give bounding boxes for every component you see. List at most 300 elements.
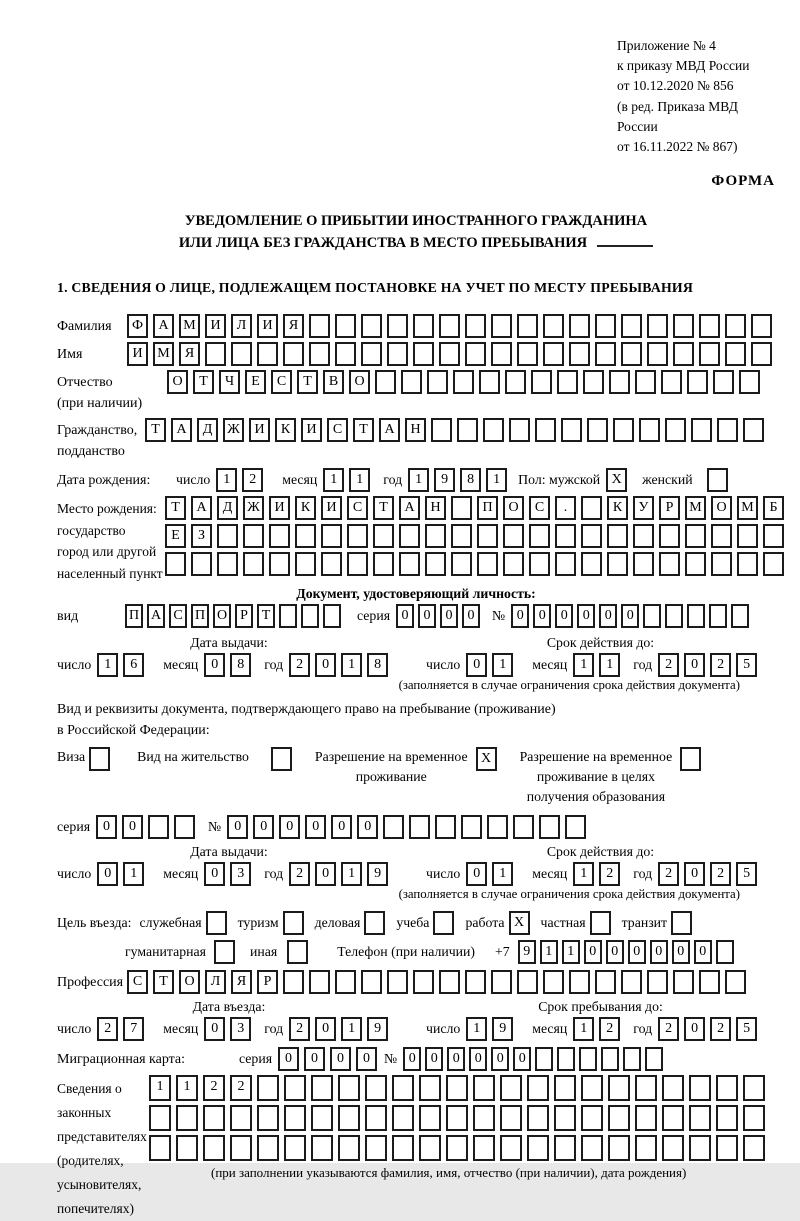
private-checkbox[interactable] <box>590 911 611 935</box>
migration-series-cell[interactable]: 0 <box>356 1047 377 1071</box>
stay-month-cell[interactable]: 2 <box>599 1017 620 1041</box>
birthplace-cell[interactable]: С <box>529 496 550 520</box>
patronymic-cell[interactable]: Ч <box>219 370 240 394</box>
temp-residence-edu-checkbox[interactable] <box>680 747 706 771</box>
residence-expiry-year-cell[interactable]: 2 <box>710 862 731 886</box>
representatives-cells-row1[interactable] <box>149 1075 770 1101</box>
entry-year-cell[interactable]: 9 <box>367 1017 388 1041</box>
representative-cell[interactable] <box>554 1105 576 1131</box>
representative-cell[interactable] <box>257 1105 279 1131</box>
given-name-cell[interactable] <box>231 342 252 366</box>
residence-number-cell[interactable] <box>461 815 482 839</box>
birthplace-cell[interactable] <box>399 552 420 576</box>
representative-cell[interactable] <box>716 1135 738 1161</box>
birthplace-cell[interactable] <box>607 552 628 576</box>
surname-cell[interactable] <box>751 314 772 338</box>
given-name-cell[interactable] <box>699 342 720 366</box>
representative-cell[interactable] <box>473 1105 495 1131</box>
representatives-cells-row2[interactable] <box>149 1105 770 1131</box>
entry-day-cell[interactable]: 7 <box>123 1017 144 1041</box>
residence-expiry-day[interactable] <box>466 862 518 886</box>
entry-month-cell[interactable]: 3 <box>230 1017 251 1041</box>
identity-kind-cell[interactable] <box>279 604 297 628</box>
identity-number-cell[interactable] <box>665 604 683 628</box>
identity-kind-cell[interactable]: Р <box>235 604 253 628</box>
representative-cell[interactable] <box>311 1135 333 1161</box>
visa-checkbox[interactable] <box>89 747 110 771</box>
surname-cells[interactable] <box>127 314 777 338</box>
residence-series-cell[interactable]: 0 <box>96 815 117 839</box>
representative-cell[interactable] <box>446 1105 468 1131</box>
surname-cell[interactable] <box>413 314 434 338</box>
phone-cell[interactable]: 0 <box>694 940 712 964</box>
residence-expiry-year[interactable] <box>658 862 762 886</box>
given-name-cell[interactable] <box>361 342 382 366</box>
given-name-cell[interactable] <box>751 342 772 366</box>
profession-cell[interactable] <box>361 970 382 994</box>
birth-month-cell[interactable]: 1 <box>323 468 344 492</box>
residence-expiry-month-cell[interactable]: 2 <box>599 862 620 886</box>
patronymic-cell[interactable] <box>401 370 422 394</box>
residence-issue-month-cell[interactable]: 0 <box>204 862 225 886</box>
representative-cell[interactable] <box>419 1135 441 1161</box>
citizenship-cell[interactable]: И <box>249 418 270 442</box>
residence-issue-month-cell[interactable]: 3 <box>230 862 251 886</box>
residence-issue-year-cell[interactable]: 2 <box>289 862 310 886</box>
birthplace-cell[interactable] <box>685 524 706 548</box>
birthplace-cell[interactable]: П <box>477 496 498 520</box>
citizenship-cell[interactable]: А <box>379 418 400 442</box>
citizenship-cell[interactable] <box>639 418 660 442</box>
migration-number-cell[interactable] <box>601 1047 619 1071</box>
migration-number-cell[interactable] <box>645 1047 663 1071</box>
identity-issue-year-cell[interactable]: 2 <box>289 653 310 677</box>
birth-year-cell[interactable]: 1 <box>408 468 429 492</box>
representative-cell[interactable] <box>392 1135 414 1161</box>
residence-issue-month[interactable] <box>204 862 256 886</box>
migration-number-cell[interactable] <box>623 1047 641 1071</box>
birth-year-cell[interactable]: 8 <box>460 468 481 492</box>
identity-series-cells[interactable] <box>396 604 484 628</box>
patronymic-cell[interactable] <box>531 370 552 394</box>
identity-issue-month-cell[interactable]: 0 <box>204 653 225 677</box>
citizenship-cell[interactable] <box>431 418 452 442</box>
residence-series-cell[interactable]: 0 <box>122 815 143 839</box>
birthplace-cell[interactable]: Е <box>165 524 186 548</box>
patronymic-cell[interactable]: В <box>323 370 344 394</box>
profession-cell[interactable] <box>543 970 564 994</box>
representative-cell[interactable] <box>203 1135 225 1161</box>
business-checkbox[interactable] <box>364 911 385 935</box>
profession-cell[interactable] <box>283 970 304 994</box>
identity-number-cell[interactable]: 0 <box>621 604 639 628</box>
residence-number-cell[interactable]: 0 <box>279 815 300 839</box>
representative-cell[interactable] <box>689 1075 711 1101</box>
citizenship-cell[interactable]: С <box>327 418 348 442</box>
surname-cell[interactable]: Ф <box>127 314 148 338</box>
representative-cell[interactable] <box>500 1075 522 1101</box>
identity-number-cell[interactable] <box>731 604 749 628</box>
other-purpose-checkbox[interactable] <box>287 940 308 964</box>
residence-number-cell[interactable] <box>565 815 586 839</box>
identity-number-cell[interactable] <box>709 604 727 628</box>
patronymic-cell[interactable]: Е <box>245 370 266 394</box>
patronymic-cell[interactable] <box>505 370 526 394</box>
residence-issue-day[interactable] <box>97 862 149 886</box>
birth-month-cells[interactable] <box>323 468 375 492</box>
citizenship-cell[interactable] <box>691 418 712 442</box>
identity-issue-year-cell[interactable]: 8 <box>367 653 388 677</box>
representative-cell[interactable] <box>257 1075 279 1101</box>
migration-number-cell[interactable]: 0 <box>447 1047 465 1071</box>
residence-series-cell[interactable] <box>148 815 169 839</box>
profession-cell[interactable] <box>413 970 434 994</box>
representative-cell[interactable] <box>527 1075 549 1101</box>
birthplace-cell[interactable] <box>503 524 524 548</box>
birth-year-cell[interactable]: 1 <box>486 468 507 492</box>
surname-cell[interactable]: М <box>179 314 200 338</box>
identity-expiry-month[interactable] <box>573 653 625 677</box>
migration-number-cell[interactable]: 0 <box>425 1047 443 1071</box>
surname-cell[interactable] <box>543 314 564 338</box>
identity-number-cell[interactable]: 0 <box>533 604 551 628</box>
stay-year-cell[interactable]: 2 <box>658 1017 679 1041</box>
identity-expiry-day[interactable] <box>466 653 518 677</box>
birthplace-cell[interactable] <box>399 524 420 548</box>
identity-number-cell[interactable]: 0 <box>511 604 529 628</box>
entry-year[interactable] <box>289 1017 393 1041</box>
citizenship-cell[interactable] <box>457 418 478 442</box>
birthplace-cell[interactable] <box>269 552 290 576</box>
birthplace-cell[interactable]: . <box>555 496 576 520</box>
study-checkbox[interactable] <box>433 911 454 935</box>
identity-issue-day-cell[interactable]: 1 <box>97 653 118 677</box>
migration-series-cell[interactable]: 0 <box>278 1047 299 1071</box>
birthplace-cell[interactable] <box>633 524 654 548</box>
citizenship-cell[interactable]: К <box>275 418 296 442</box>
birthplace-cell[interactable]: У <box>633 496 654 520</box>
surname-cell[interactable] <box>569 314 590 338</box>
birthplace-cell[interactable] <box>217 552 238 576</box>
representative-cell[interactable] <box>446 1135 468 1161</box>
birth-year-cell[interactable]: 9 <box>434 468 455 492</box>
migration-number-cells[interactable] <box>403 1047 667 1071</box>
given-name-cell[interactable] <box>439 342 460 366</box>
identity-issue-year-cell[interactable]: 0 <box>315 653 336 677</box>
work-checkbox[interactable] <box>509 911 535 935</box>
patronymic-cell[interactable] <box>661 370 682 394</box>
representative-cell[interactable] <box>203 1105 225 1131</box>
birthplace-cell[interactable]: Р <box>659 496 680 520</box>
profession-cell[interactable]: О <box>179 970 200 994</box>
entry-year-cell[interactable]: 0 <box>315 1017 336 1041</box>
profession-cell[interactable] <box>699 970 720 994</box>
migration-series-cells[interactable] <box>278 1047 382 1071</box>
citizenship-cell[interactable] <box>509 418 530 442</box>
birthplace-cell[interactable] <box>425 552 446 576</box>
patronymic-cell[interactable] <box>739 370 760 394</box>
migration-number-cell[interactable] <box>579 1047 597 1071</box>
migration-number-cell[interactable] <box>557 1047 575 1071</box>
citizenship-cell[interactable] <box>483 418 504 442</box>
identity-kind-cell[interactable]: А <box>147 604 165 628</box>
phone-cell[interactable]: 9 <box>518 940 536 964</box>
citizenship-cell[interactable]: А <box>171 418 192 442</box>
citizenship-cell[interactable] <box>717 418 738 442</box>
birthplace-cell[interactable] <box>659 552 680 576</box>
birthplace-cell[interactable] <box>607 524 628 548</box>
phone-cell[interactable]: 0 <box>628 940 646 964</box>
residence-series-cells[interactable] <box>96 815 200 839</box>
temp-residence-checkbox[interactable] <box>476 747 502 771</box>
representative-cell[interactable] <box>743 1075 765 1101</box>
birthplace-cell[interactable] <box>451 552 472 576</box>
surname-cell[interactable] <box>361 314 382 338</box>
birthplace-cell[interactable] <box>529 524 550 548</box>
profession-cell[interactable]: Я <box>231 970 252 994</box>
residence-expiry-day-cell[interactable]: 1 <box>492 862 513 886</box>
given-name-cell[interactable]: М <box>153 342 174 366</box>
birthplace-cell[interactable]: С <box>347 496 368 520</box>
given-name-cell[interactable] <box>465 342 486 366</box>
male-checkbox[interactable]: X <box>606 468 627 492</box>
birthplace-cell[interactable] <box>295 524 316 548</box>
temp-residence-edu-checkbox[interactable] <box>680 747 701 771</box>
citizenship-cell[interactable] <box>613 418 634 442</box>
tourism-checkbox[interactable] <box>283 911 309 935</box>
migration-number-cell[interactable]: 0 <box>403 1047 421 1071</box>
phone-cell[interactable]: 1 <box>540 940 558 964</box>
identity-issue-month-cell[interactable]: 8 <box>230 653 251 677</box>
citizenship-cell[interactable] <box>561 418 582 442</box>
representative-cell[interactable] <box>689 1105 711 1131</box>
identity-number-cell[interactable] <box>687 604 705 628</box>
birthplace-cell[interactable] <box>243 524 264 548</box>
business-checkbox[interactable] <box>364 911 390 935</box>
birth-year-cells[interactable] <box>408 468 512 492</box>
residence-number-cell[interactable] <box>487 815 508 839</box>
study-checkbox[interactable] <box>433 911 459 935</box>
patronymic-cell[interactable]: Т <box>297 370 318 394</box>
representative-cell[interactable] <box>149 1135 171 1161</box>
residence-expiry-year-cell[interactable]: 0 <box>684 862 705 886</box>
birthplace-cell[interactable]: К <box>295 496 316 520</box>
surname-cell[interactable] <box>517 314 538 338</box>
identity-expiry-year-cell[interactable]: 0 <box>684 653 705 677</box>
birthplace-cell[interactable] <box>581 524 602 548</box>
birthplace-cells-row2[interactable] <box>165 524 789 548</box>
representative-cell[interactable] <box>284 1105 306 1131</box>
identity-expiry-year[interactable] <box>658 653 762 677</box>
profession-cell[interactable] <box>621 970 642 994</box>
identity-kind-cell[interactable] <box>323 604 341 628</box>
representative-cell[interactable] <box>743 1105 765 1131</box>
birthplace-cell[interactable] <box>711 552 732 576</box>
surname-cell[interactable]: И <box>205 314 226 338</box>
birthplace-cell[interactable] <box>321 552 342 576</box>
birth-day-cell[interactable]: 2 <box>242 468 263 492</box>
birthplace-cell[interactable] <box>711 524 732 548</box>
representative-cell[interactable] <box>635 1105 657 1131</box>
given-name-cells[interactable] <box>127 342 777 366</box>
patronymic-cell[interactable] <box>609 370 630 394</box>
residence-issue-year-cell[interactable]: 1 <box>341 862 362 886</box>
representative-cell[interactable]: 2 <box>203 1075 225 1101</box>
birthplace-cell[interactable] <box>217 524 238 548</box>
identity-expiry-month-cell[interactable]: 1 <box>599 653 620 677</box>
identity-expiry-month-cell[interactable]: 1 <box>573 653 594 677</box>
birthplace-cell[interactable] <box>269 524 290 548</box>
profession-cell[interactable] <box>647 970 668 994</box>
identity-series-cell[interactable]: 0 <box>396 604 414 628</box>
stay-day-cell[interactable]: 1 <box>466 1017 487 1041</box>
birthplace-cell[interactable] <box>347 524 368 548</box>
birthplace-cell[interactable] <box>659 524 680 548</box>
birthplace-cell[interactable]: М <box>685 496 706 520</box>
official-checkbox[interactable] <box>206 911 227 935</box>
identity-kind-cells[interactable] <box>125 604 345 628</box>
birthplace-cell[interactable] <box>373 524 394 548</box>
visa-checkbox[interactable] <box>89 747 115 771</box>
residence-number-cell[interactable] <box>383 815 404 839</box>
patronymic-cell[interactable] <box>583 370 604 394</box>
representative-cell[interactable]: 1 <box>176 1075 198 1101</box>
identity-kind-cell[interactable]: П <box>125 604 143 628</box>
given-name-cell[interactable] <box>725 342 746 366</box>
patronymic-cell[interactable] <box>479 370 500 394</box>
profession-cell[interactable] <box>595 970 616 994</box>
representative-cell[interactable] <box>338 1075 360 1101</box>
given-name-cell[interactable] <box>257 342 278 366</box>
birthplace-cell[interactable] <box>425 524 446 548</box>
birthplace-cell[interactable]: Т <box>373 496 394 520</box>
profession-cell[interactable] <box>309 970 330 994</box>
representative-cell[interactable] <box>446 1075 468 1101</box>
representative-cell[interactable] <box>662 1105 684 1131</box>
identity-kind-cell[interactable]: П <box>191 604 209 628</box>
identity-expiry-year-cell[interactable]: 2 <box>710 653 731 677</box>
residence-expiry-year-cell[interactable]: 5 <box>736 862 757 886</box>
residence-expiry-month[interactable] <box>573 862 625 886</box>
birthplace-cell[interactable] <box>477 552 498 576</box>
representative-cell[interactable] <box>176 1135 198 1161</box>
profession-cell[interactable] <box>673 970 694 994</box>
birthplace-cell[interactable] <box>633 552 654 576</box>
citizenship-cell[interactable] <box>587 418 608 442</box>
representative-cell[interactable] <box>419 1075 441 1101</box>
birthplace-cell[interactable] <box>165 552 186 576</box>
birthplace-cell[interactable]: К <box>607 496 628 520</box>
representative-cell[interactable] <box>500 1105 522 1131</box>
representative-cell[interactable] <box>527 1105 549 1131</box>
residence-issue-year-cell[interactable]: 9 <box>367 862 388 886</box>
birthplace-cell[interactable] <box>763 524 784 548</box>
identity-number-cell[interactable]: 0 <box>577 604 595 628</box>
migration-number-cell[interactable] <box>535 1047 553 1071</box>
surname-cell[interactable] <box>673 314 694 338</box>
birthplace-cell[interactable]: О <box>711 496 732 520</box>
birthplace-cell[interactable] <box>555 524 576 548</box>
birthplace-cell[interactable]: О <box>503 496 524 520</box>
migration-number-cell[interactable]: 0 <box>491 1047 509 1071</box>
representative-cell[interactable] <box>662 1135 684 1161</box>
identity-number-cell[interactable]: 0 <box>555 604 573 628</box>
surname-cell[interactable] <box>647 314 668 338</box>
birth-day-cells[interactable] <box>216 468 268 492</box>
given-name-cell[interactable] <box>517 342 538 366</box>
migration-number-cell[interactable]: 0 <box>513 1047 531 1071</box>
birthplace-cells-row3[interactable] <box>165 552 789 576</box>
identity-series-cell[interactable]: 0 <box>418 604 436 628</box>
identity-issue-year[interactable] <box>289 653 393 677</box>
profession-cell[interactable] <box>569 970 590 994</box>
representative-cell[interactable] <box>608 1135 630 1161</box>
residence-expiry-day-cell[interactable]: 0 <box>466 862 487 886</box>
representative-cell[interactable] <box>392 1105 414 1131</box>
patronymic-cells[interactable] <box>167 370 765 394</box>
phone-cell[interactable]: 0 <box>606 940 624 964</box>
migration-series-cell[interactable]: 0 <box>330 1047 351 1071</box>
citizenship-cell[interactable]: Н <box>405 418 426 442</box>
identity-expiry-day-cell[interactable]: 0 <box>466 653 487 677</box>
profession-cell[interactable] <box>387 970 408 994</box>
representative-cell[interactable]: 1 <box>149 1075 171 1101</box>
residence-number-cell[interactable]: 0 <box>227 815 248 839</box>
birthplace-cell[interactable]: З <box>191 524 212 548</box>
profession-cell[interactable] <box>725 970 746 994</box>
representative-cell[interactable] <box>311 1105 333 1131</box>
other-purpose-checkbox[interactable] <box>287 940 313 964</box>
birthplace-cell[interactable]: И <box>321 496 342 520</box>
residence-issue-day-cell[interactable]: 0 <box>97 862 118 886</box>
given-name-cell[interactable] <box>647 342 668 366</box>
patronymic-cell[interactable]: О <box>167 370 188 394</box>
representative-cell[interactable] <box>635 1135 657 1161</box>
birthplace-cell[interactable]: Ж <box>243 496 264 520</box>
profession-cells[interactable] <box>127 970 751 994</box>
entry-month[interactable] <box>204 1017 256 1041</box>
birthplace-cells-row1[interactable] <box>165 496 789 520</box>
birthplace-cell[interactable] <box>763 552 784 576</box>
entry-year-cell[interactable]: 2 <box>289 1017 310 1041</box>
temp-residence-checkbox[interactable]: X <box>476 747 497 771</box>
patronymic-cell[interactable] <box>687 370 708 394</box>
representative-cell[interactable] <box>176 1105 198 1131</box>
representative-cell[interactable] <box>284 1135 306 1161</box>
representative-cell[interactable] <box>149 1105 171 1131</box>
representative-cell[interactable] <box>284 1075 306 1101</box>
representative-cell[interactable] <box>743 1135 765 1161</box>
phone-cell[interactable]: 1 <box>562 940 580 964</box>
representative-cell[interactable] <box>527 1135 549 1161</box>
surname-cell[interactable] <box>387 314 408 338</box>
given-name-cell[interactable] <box>335 342 356 366</box>
residence-number-cells[interactable] <box>227 815 591 839</box>
residence-permit-checkbox[interactable] <box>271 747 292 771</box>
representative-cell[interactable] <box>581 1135 603 1161</box>
representative-cell[interactable] <box>365 1075 387 1101</box>
given-name-cell[interactable] <box>413 342 434 366</box>
stay-year[interactable] <box>658 1017 762 1041</box>
surname-cell[interactable]: Я <box>283 314 304 338</box>
birthplace-cell[interactable] <box>347 552 368 576</box>
patronymic-cell[interactable] <box>427 370 448 394</box>
representative-cell[interactable] <box>257 1135 279 1161</box>
transit-checkbox[interactable] <box>671 911 692 935</box>
stay-month[interactable] <box>573 1017 625 1041</box>
surname-cell[interactable] <box>725 314 746 338</box>
entry-year-cell[interactable]: 1 <box>341 1017 362 1041</box>
